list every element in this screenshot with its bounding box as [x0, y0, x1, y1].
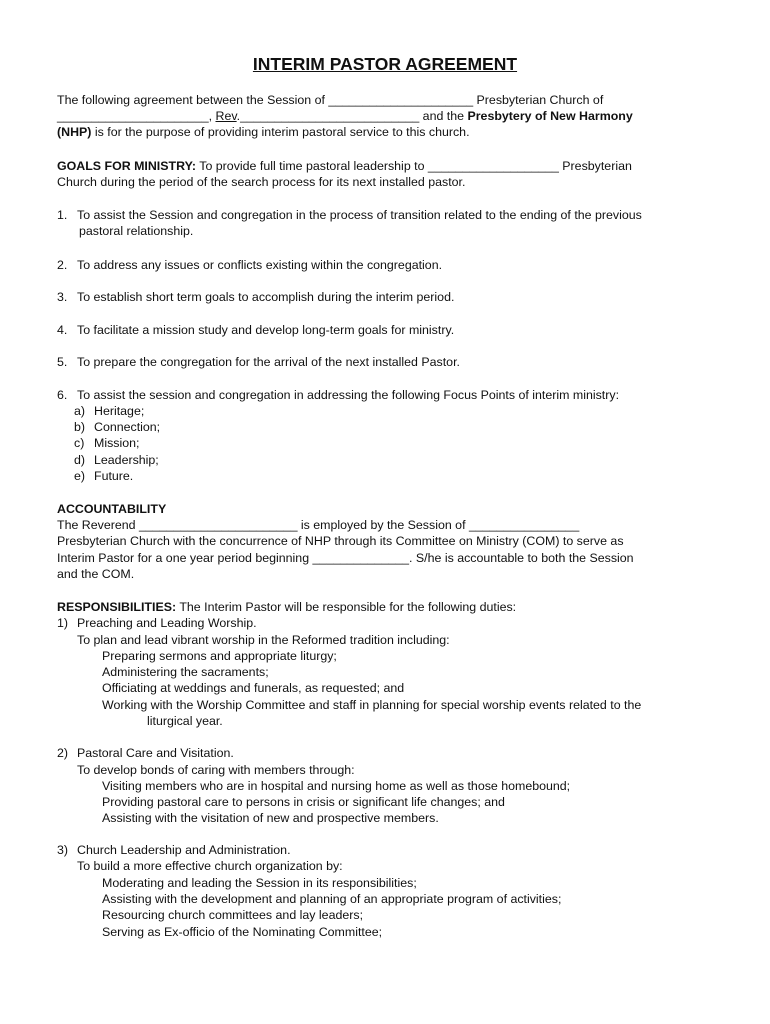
goal-number: 2.	[57, 258, 68, 272]
section-title-text: Church Leadership and Administration.	[77, 843, 291, 857]
leadership-duties-list	[102, 875, 561, 940]
responsibilities-intro: The Interim Pastor will be responsible for the following duties:	[176, 600, 517, 614]
goal-item	[57, 289, 717, 305]
goal-number: 6.	[57, 388, 68, 402]
focus-point	[74, 435, 160, 451]
duty-item: Assisting with the visitation of new and prospective members.	[102, 811, 439, 826]
goal-number: 3.	[57, 290, 68, 304]
goal-text: To prepare the congregation for the arrival of the next installed Pastor.	[77, 355, 460, 369]
focus-point	[74, 452, 160, 468]
goals-line	[57, 158, 717, 174]
duty-item: Administering the sacraments;	[102, 665, 269, 680]
goals-line: Church during the period of the search process for its next installed pastor.	[57, 175, 466, 190]
section-title	[57, 745, 717, 761]
accountability-section	[57, 501, 717, 582]
rev-text: Rev	[215, 109, 237, 124]
duty-item: Officiating at weddings and funerals, as requested; and	[102, 681, 405, 696]
focus-text: Connection;	[94, 420, 161, 435]
accountability-line: Presbyterian Church with the concurrence of NHP through its Committee on Ministry (COM) to serve as	[57, 534, 624, 549]
blank: .__________________________ and the	[236, 109, 468, 124]
nhp-abbrev: (NHP)	[57, 125, 92, 140]
focus-text: Leadership;	[94, 452, 159, 467]
accountability-heading: ACCOUNTABILITY	[57, 502, 167, 516]
duty-item: Resourcing church committees and lay leaders;	[102, 908, 364, 923]
duty-item: Providing pastoral care to persons in crisis or significant life changes; and	[102, 795, 505, 810]
worship-duties-list	[102, 648, 641, 713]
section-lead: To build a more effective church organization by:	[77, 859, 343, 873]
goal-text: To facilitate a mission study and develop long-term goals for ministry.	[77, 323, 455, 337]
duty-item: Preparing sermons and appropriate liturgy;	[102, 649, 337, 663]
intro-text: is for the purpose of providing interim pastoral service to this church.	[91, 125, 470, 140]
focus-points-list	[74, 403, 161, 484]
goal-number: 4.	[57, 323, 68, 337]
intro-line	[57, 124, 717, 140]
goals-heading: GOALS FOR MINISTRY:	[57, 159, 197, 173]
goal-text-cont: pastoral relationship.	[79, 224, 194, 239]
goal-number: 1.	[57, 208, 68, 222]
blank: ______________________,	[57, 109, 216, 124]
focus-text: Heritage;	[94, 404, 145, 418]
focus-point	[74, 468, 160, 484]
goal-item	[57, 322, 717, 338]
goal-text: To assist the session and congregation in addressing the following Focus Points of interim ministry:	[77, 388, 620, 402]
section-title	[57, 842, 717, 858]
goal-item	[57, 387, 717, 403]
focus-point	[74, 419, 160, 435]
duty-item: Visiting members who are in hospital and nursing home as well as those homebound;	[102, 779, 571, 793]
duty-item-cont: liturgical year.	[147, 714, 223, 728]
focus-letter: e)	[74, 468, 86, 483]
goals-paragraph	[57, 158, 717, 190]
section-number: 3)	[57, 843, 69, 857]
goal-text: To assist the Session and congregation in the process of transition related to the ending of the previous	[77, 208, 642, 222]
focus-letter: c)	[74, 436, 85, 451]
goal-text: To establish short term goals to accomplish during the interim period.	[77, 290, 455, 304]
care-duties-list	[102, 778, 570, 827]
section-lead: To plan and lead vibrant worship in the Reformed tradition including:	[77, 633, 450, 647]
document-title: INTERIM PASTOR AGREEMENT	[252, 54, 518, 74]
goal-number: 5.	[57, 355, 68, 369]
focus-letter: a)	[74, 404, 86, 418]
goal-text: To address any issues or conflicts existing within the congregation.	[77, 258, 443, 272]
accountability-line: Interim Pastor for a one year period beginning ______________. S/he is accountable to both the Session	[57, 550, 634, 565]
accountability-line: and the COM.	[57, 566, 135, 581]
focus-text: Mission;	[94, 436, 140, 451]
focus-letter: b)	[74, 420, 86, 435]
duty-item: Serving as Ex-officio of the Nominating Committee;	[102, 924, 383, 939]
section-title-text: Preaching and Leading Worship.	[77, 616, 257, 631]
intro-line: The following agreement between the Session of _____________________ Presbyterian Church of	[57, 93, 604, 107]
focus-text: Future.	[94, 468, 134, 483]
focus-letter: d)	[74, 452, 86, 467]
duty-item: Moderating and leading the Session in its responsibilities;	[102, 876, 417, 890]
goal-item	[57, 257, 717, 273]
goal-item	[57, 207, 717, 239]
duty-item: Working with the Worship Committee and staff in planning for special worship events related to the	[102, 697, 642, 712]
accountability-line: The Reverend _______________________ is employed by the Session of ________________	[57, 518, 580, 533]
intro-line	[57, 108, 717, 124]
section-number: 2)	[57, 746, 69, 760]
goals-text: To provide full time pastoral leadership to ___________________ Presbyterian	[196, 159, 632, 173]
duty-item: Assisting with the development and planning of an appropriate program of activities;	[102, 892, 562, 907]
focus-point	[74, 403, 160, 419]
presbytery-name: Presbytery of New Harmony	[467, 109, 633, 124]
intro-paragraph	[57, 92, 717, 141]
section-number: 1)	[57, 616, 69, 631]
goal-item	[57, 354, 717, 370]
section-title-text: Pastoral Care and Visitation.	[77, 746, 234, 760]
responsibilities-heading: RESPONSIBILITIES:	[57, 600, 177, 614]
section-lead: To develop bonds of caring with members through:	[77, 763, 355, 777]
section-title	[57, 615, 717, 631]
responsibilities-heading-line	[57, 599, 717, 631]
